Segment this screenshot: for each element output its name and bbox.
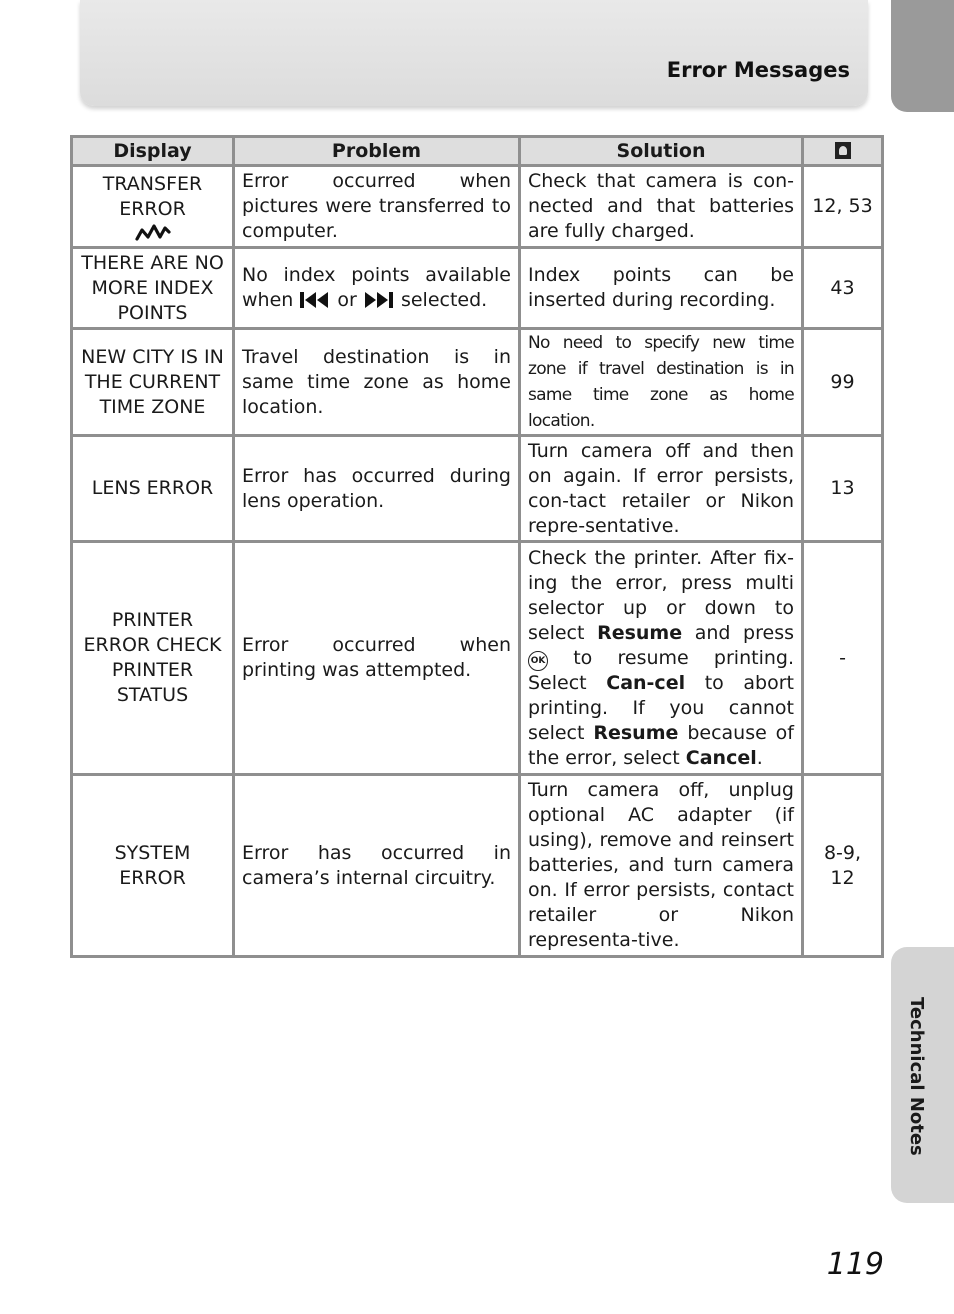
table-row	[72, 775, 883, 957]
error-messages-table	[70, 135, 884, 958]
solution-cell: Check that camera is con-nected and that batteries are fully charged.	[520, 166, 803, 248]
solution-text: .	[756, 746, 763, 769]
solution-cell: Index points can be inserted during recording.	[520, 248, 803, 329]
resume-label: Resume	[597, 621, 683, 644]
page-cell: 99	[803, 329, 883, 436]
display-cell: LENS ERROR	[72, 436, 234, 542]
section-title: Error Messages	[666, 58, 850, 82]
skip-forward-icon	[363, 291, 395, 309]
cancel-label: Can-cel	[606, 671, 686, 694]
display-cell: NEW CITY IS IN THE CURRENT TIME ZONE	[72, 329, 234, 436]
table-row	[72, 542, 883, 775]
table-header-row	[72, 137, 883, 166]
display-cell: SYSTEM ERROR	[72, 775, 234, 957]
solution-text: to abort printing. If you cannot select	[528, 671, 794, 744]
problem-text-end: selected.	[400, 289, 488, 311]
problem-cell	[234, 248, 520, 329]
solution-cell: Turn camera off and then on again. If error persists, con-tact retailer or Nikon repre-sentative.	[520, 436, 803, 542]
header-solution: Solution	[520, 137, 803, 166]
top-edge-tab	[891, 0, 954, 112]
ok-button-icon: OK	[528, 651, 548, 671]
solution-text: and press	[694, 621, 795, 644]
display-text: TRANSFER ERROR	[102, 172, 203, 220]
problem-cell: Error occurred when printing was attempted.	[234, 542, 520, 775]
problem-or: or	[337, 289, 357, 311]
side-tab-label: Technical Notes	[906, 997, 927, 1156]
display-cell: PRINTER ERROR CHECK PRINTER STATUS	[72, 542, 234, 775]
page-number: 119	[826, 1247, 884, 1282]
header-banner	[80, 0, 868, 106]
table-row	[72, 329, 883, 436]
page-cell: -	[803, 542, 883, 775]
display-cell: THERE ARE NO MORE INDEX POINTS	[72, 248, 234, 329]
solution-cell: Turn camera off, unplug optional AC adapter (if using), remove and reinsert batteries, and turn camera on. If error persists, contact retailer or Nikon representa-tive.	[520, 775, 803, 957]
problem-cell: Error has occurred during lens operation.	[234, 436, 520, 542]
solution-cell: No need to specify new time zone if travel destination is in same time zone as home location.	[520, 329, 803, 436]
skip-back-icon	[299, 291, 331, 309]
transfer-wave-icon	[134, 222, 172, 242]
page-cell: 43	[803, 248, 883, 329]
solution-text: to resume printing. Select	[528, 646, 794, 694]
problem-cell: Error occurred when pictures were transferred to computer.	[234, 166, 520, 248]
resume-label: Resume	[593, 721, 679, 744]
solution-text: Check the printer. After fix-ing the error, press multi selector up or down to select	[528, 546, 794, 644]
problem-cell: Travel destination is in same time zone as home location.	[234, 329, 520, 436]
page-cell: 13	[803, 436, 883, 542]
solution-cell	[520, 542, 803, 775]
header-page	[803, 137, 883, 166]
solution-text: because of the error, select	[528, 721, 794, 769]
problem-cell: Error has occurred in camera’s internal circuitry.	[234, 775, 520, 957]
reference-page-icon	[835, 142, 851, 159]
table-row	[72, 248, 883, 329]
problem-text: No index points available when	[242, 264, 511, 311]
header-display: Display	[72, 137, 234, 166]
cancel-label: Cancel	[685, 746, 757, 769]
page-cell: 12, 53	[803, 166, 883, 248]
page-cell: 8-9, 12	[803, 775, 883, 957]
display-cell	[72, 166, 234, 248]
header-problem: Problem	[234, 137, 520, 166]
table-row	[72, 436, 883, 542]
table-row	[72, 166, 883, 248]
